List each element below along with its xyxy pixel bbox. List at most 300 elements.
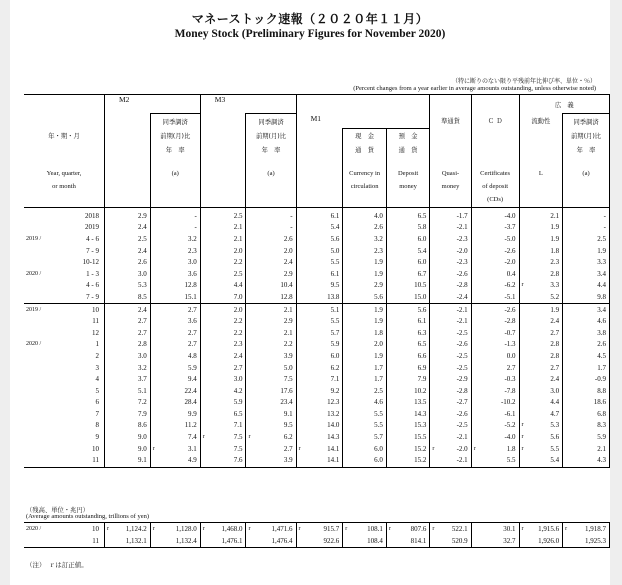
m2-revised-mark <box>105 351 114 363</box>
avg-label-english: (Average amounts outstanding, trillions of yen) <box>26 513 149 520</box>
deposit-header-en-1: Deposit <box>386 167 430 180</box>
quasi-value: -2.6 <box>456 409 468 418</box>
l-revised-mark <box>519 385 528 397</box>
growth-row <box>24 397 610 409</box>
period-group <box>24 257 59 269</box>
title-japanese: マネーストック速報（２０２０年１１月） <box>191 12 429 26</box>
deposit-header-ja-2: 通 貨 <box>386 143 430 157</box>
l-value: 2.1 <box>550 211 560 220</box>
period-group <box>24 455 59 467</box>
cash-value: 1.7 <box>374 375 383 384</box>
m2a-value: 2.3 <box>188 246 197 255</box>
l-revised-mark <box>519 535 528 548</box>
quasi-value: -2.6 <box>456 340 468 349</box>
m2a-value: 12.8 <box>184 281 197 290</box>
period-label: 10-12 <box>82 258 99 267</box>
l-same-basis-2: 前期(月)比 <box>563 128 610 143</box>
m2-revised-mark <box>105 327 114 339</box>
la-revised-mark <box>563 268 572 280</box>
quasi-revised-mark <box>430 222 439 234</box>
la-revised-mark <box>563 420 572 432</box>
m2-value: 2.8 <box>137 340 147 349</box>
m3a-revised-mark <box>246 397 255 409</box>
m2a-revised-mark <box>150 397 159 409</box>
cd-revised-mark <box>471 374 480 386</box>
m3a-value: 7.5 <box>283 375 293 384</box>
m2a-revised-mark <box>150 280 159 292</box>
period-header-en-1: Year, quarter, <box>46 169 82 177</box>
m3a-revised-mark <box>246 316 255 328</box>
m2a-revised-mark <box>150 535 159 548</box>
quasi-revised-mark <box>430 257 439 269</box>
l-revised-mark <box>519 409 528 421</box>
l-value: 5.6 <box>550 433 560 442</box>
m3a-revised-mark <box>246 385 255 397</box>
m1-value: 9.2 <box>330 386 340 395</box>
quasi-value: 522.1 <box>439 523 472 536</box>
cd-value: -2.0 <box>504 258 516 267</box>
quasi-value: -2.1 <box>439 455 472 467</box>
m2-header: M2 <box>105 95 201 114</box>
m2a-value: - <box>194 211 197 220</box>
m3a-value: 1,471.6 <box>255 523 296 536</box>
dep-value: 15.3 <box>414 421 427 430</box>
la-revised-mark <box>563 211 572 223</box>
m2-revised-mark <box>105 535 114 548</box>
l-revised-mark <box>519 455 528 467</box>
cd-header-en-3: (CDs) <box>471 193 519 208</box>
la-revised-mark <box>563 351 572 363</box>
m3-revised-mark <box>200 280 209 292</box>
l-value: 4.7 <box>550 409 560 418</box>
dep-value: 10.5 <box>414 281 427 290</box>
m2-value: 2.6 <box>137 258 147 267</box>
cd-revised-mark <box>471 409 480 421</box>
la-value: 1,925.3 <box>571 535 609 548</box>
m1-value: 12.3 <box>327 398 340 407</box>
l-value: 5.4 <box>528 455 563 467</box>
la-value: 18.6 <box>571 397 609 409</box>
la-value: 4.5 <box>571 351 609 363</box>
quasi-value: -2.5 <box>456 351 468 360</box>
footnote: （注） ｒは訂正値。 <box>26 561 88 569</box>
quasi-value: -2.1 <box>456 223 468 232</box>
m1-revised-mark <box>296 234 305 246</box>
m3-revised-mark <box>200 316 209 328</box>
m3a-revised-mark <box>246 409 255 421</box>
m1-value: 5.7 <box>330 328 340 337</box>
title-english: Money Stock (Preliminary Figures for November 2020) <box>174 28 446 40</box>
m1-value: 5.0 <box>330 246 340 255</box>
m3a-value: 2.1 <box>283 328 293 337</box>
cash-value: 1.8 <box>374 328 383 337</box>
cd-revised-mark <box>471 257 480 269</box>
units-note-english: (Percent changes from a year earlier in average amounts outstanding, unless otherwise noted) <box>353 85 596 92</box>
l-revised-mark <box>519 257 528 269</box>
m3-a-label: (a) <box>246 167 296 180</box>
m3-value: 6.5 <box>233 409 243 418</box>
m2-revised-mark <box>105 385 114 397</box>
period-label: 11 <box>92 317 99 326</box>
outstanding-row <box>24 523 610 536</box>
m3a-value: 6.2 <box>283 433 293 442</box>
m2-revised-mark <box>105 397 114 409</box>
dep-value: 5.6 <box>393 304 430 316</box>
m2-revised-mark <box>105 268 114 280</box>
m2-a-label: (a) <box>150 167 200 180</box>
quasi-value: -2.5 <box>456 328 468 337</box>
cd-value: -2.8 <box>504 317 516 326</box>
la-value: 1.7 <box>571 362 609 374</box>
dep-value: 807.6 <box>393 523 430 536</box>
quasi-revised-mark <box>430 374 439 386</box>
m3-revised-mark <box>200 351 209 363</box>
m3a-value: 2.4 <box>283 258 293 267</box>
m2a-value: 9.4 <box>188 375 197 384</box>
m1-revised-mark <box>296 397 305 409</box>
m2a-revised-mark <box>150 432 159 444</box>
quasi-revised-mark <box>430 234 439 246</box>
period-group: 2019 / <box>24 304 59 316</box>
m1-value: 14.1 <box>327 444 340 453</box>
m2-revised-mark <box>105 292 114 304</box>
cash-value: 4.0 <box>374 211 383 220</box>
growth-row <box>24 362 610 374</box>
l-value: 2.4 <box>550 317 560 326</box>
dep-value: 6.7 <box>417 269 427 278</box>
m3-value: 7.5 <box>233 444 243 453</box>
l-value: 3.3 <box>550 281 560 290</box>
m1-revised-mark: r <box>296 523 305 536</box>
m3-value: 2.0 <box>233 246 243 255</box>
m2-revised-mark <box>105 374 114 386</box>
deposit-header-en-2: money <box>386 180 430 193</box>
growth-row <box>24 339 610 351</box>
m2-value: 2.7 <box>137 317 147 326</box>
la-value: - <box>571 211 609 223</box>
l-a-label: (a) <box>563 167 610 180</box>
growth-row <box>24 432 610 444</box>
m3-revised-mark <box>200 385 209 397</box>
m2a-value: 4.9 <box>159 455 200 467</box>
cd-revised-mark <box>471 304 480 316</box>
quasi-revised-mark <box>430 535 439 548</box>
quasi-revised-mark <box>430 362 439 374</box>
l-revised-mark <box>519 316 528 328</box>
m3a-revised-mark <box>246 420 255 432</box>
m3-revised-mark <box>200 222 209 234</box>
l-value: 2.4 <box>550 375 560 384</box>
m2a-revised-mark <box>150 222 159 234</box>
m3-value: 2.1 <box>233 234 243 243</box>
m3-value: 4.2 <box>233 386 243 395</box>
m2a-value: 5.9 <box>188 363 197 372</box>
l-same-basis-3: 年 率 <box>563 143 610 157</box>
quasi-value: -2.5 <box>456 421 468 430</box>
cash-value: 5.7 <box>374 433 383 442</box>
m3a-revised-mark <box>246 234 255 246</box>
period-label: 2018 <box>85 211 99 220</box>
m1-revised-mark <box>296 222 305 234</box>
m3-revised-mark <box>200 245 209 257</box>
m3a-value: 3.9 <box>283 351 293 360</box>
m2-revised-mark <box>105 257 114 269</box>
m3-revised-mark <box>200 409 209 421</box>
m3a-value: 23.4 <box>280 398 293 407</box>
m2-value: 9.1 <box>113 455 150 467</box>
m2a-revised-mark <box>150 351 159 363</box>
cd-value: -6.1 <box>504 409 516 418</box>
cd-revised-mark <box>471 268 480 280</box>
cd-revised-mark <box>471 432 480 444</box>
l-value: 2.3 <box>550 258 560 267</box>
growth-row <box>24 257 610 269</box>
m3-revised-mark <box>200 327 209 339</box>
cd-value: 32.7 <box>480 535 519 548</box>
period-group <box>24 420 59 432</box>
growth-row <box>24 374 610 386</box>
m1-value: 6.1 <box>330 211 340 220</box>
dep-value: 6.6 <box>417 351 427 360</box>
m1-value: 922.6 <box>305 535 343 548</box>
quasi-revised-mark <box>430 385 439 397</box>
m2a-value: 3.1 <box>188 444 197 453</box>
m2-revised-mark <box>105 304 114 316</box>
m2a-revised-mark <box>150 362 159 374</box>
m3-value: 2.2 <box>233 328 243 337</box>
cd-revised-mark <box>471 351 480 363</box>
m3a-revised-mark: r <box>246 523 255 536</box>
cd-value: -2.6 <box>480 304 519 316</box>
dep-value: 814.1 <box>393 535 430 548</box>
m2a-value: 3.2 <box>188 234 197 243</box>
la-value: - <box>571 222 609 234</box>
m1-revised-mark <box>296 374 305 386</box>
m3a-value: 2.7 <box>283 444 293 453</box>
l-revised-mark <box>519 397 528 409</box>
m3a-revised-mark <box>246 455 255 467</box>
quasi-value: -2.8 <box>456 281 468 290</box>
cash-value: 1.9 <box>374 269 383 278</box>
cd-revised-mark <box>471 245 480 257</box>
m1-value: 9.5 <box>330 281 340 290</box>
cd-value: 2.7 <box>506 363 516 372</box>
period-group <box>24 535 59 548</box>
l-value: 5.3 <box>550 421 560 430</box>
m2-value: 2.9 <box>137 211 147 220</box>
m2-revised-mark <box>105 432 114 444</box>
m1-revised-mark <box>296 420 305 432</box>
cash-value: 5.6 <box>374 292 383 301</box>
m2a-value: 3.0 <box>188 258 197 267</box>
quasi-value: -2.1 <box>456 317 468 326</box>
m1-value: 6.2 <box>330 363 340 372</box>
m2-revised-mark <box>105 222 114 234</box>
quasi-revised-mark <box>430 397 439 409</box>
dep-value: 13.5 <box>414 398 427 407</box>
cash-value: 3.2 <box>374 234 383 243</box>
m2-value: 7.2 <box>137 398 147 407</box>
la-value: 4.4 <box>571 280 609 292</box>
m3-revised-mark <box>200 257 209 269</box>
m2a-revised-mark <box>150 374 159 386</box>
m1-revised-mark <box>296 316 305 328</box>
m3-value: 2.7 <box>233 363 243 372</box>
la-revised-mark <box>563 280 572 292</box>
cd-value: -4.0 <box>504 211 516 220</box>
l-revised-mark <box>519 339 528 351</box>
m3a-value: 2.1 <box>255 304 296 316</box>
cash-value: 5.5 <box>374 421 383 430</box>
m2a-revised-mark <box>150 304 159 316</box>
m2a-value: 2.7 <box>188 328 197 337</box>
l-revised-mark: r <box>519 443 528 455</box>
m2-value: 5.1 <box>137 386 147 395</box>
period-group <box>24 211 59 223</box>
m1-revised-mark <box>296 385 305 397</box>
m2-value: 7.9 <box>137 409 147 418</box>
m3a-revised-mark <box>246 443 255 455</box>
m2a-revised-mark <box>150 316 159 328</box>
growth-row <box>24 409 610 421</box>
period-group <box>24 443 59 455</box>
m1-value: 13.8 <box>327 292 340 301</box>
period-group: 2020 / <box>26 341 42 348</box>
quasi-revised-mark <box>430 327 439 339</box>
cd-revised-mark <box>471 385 480 397</box>
m3a-revised-mark <box>246 351 255 363</box>
m3-value: 7.5 <box>233 433 243 442</box>
period-group <box>24 432 59 444</box>
dep-value: 14.3 <box>414 409 427 418</box>
cd-value: -7.8 <box>504 386 516 395</box>
growth-row <box>24 268 610 280</box>
m1-revised-mark <box>296 257 305 269</box>
la-revised-mark <box>563 292 572 304</box>
m2a-revised-mark <box>150 245 159 257</box>
m3-revised-mark: r <box>200 432 209 444</box>
quasi-value: -2.1 <box>439 304 472 316</box>
m1-value: 6.1 <box>330 269 340 278</box>
m3-value: 2.0 <box>209 304 246 316</box>
m1-header: M1 <box>296 114 343 129</box>
l-value: 2.7 <box>550 363 560 372</box>
m3a-value: 2.2 <box>283 340 293 349</box>
m3-value: 7.0 <box>233 292 243 301</box>
dep-value: 15.0 <box>414 292 427 301</box>
l-revised-mark <box>519 374 528 386</box>
cd-value: 5.5 <box>480 455 519 467</box>
m1-revised-mark <box>296 245 305 257</box>
m1-value: 5.5 <box>330 258 340 267</box>
l-header-ja-2: 流動性 <box>519 114 563 129</box>
period-group <box>24 316 59 328</box>
period-group <box>24 222 59 234</box>
m2a-revised-mark <box>150 211 159 223</box>
period-label: 1 - 3 <box>86 269 99 278</box>
la-value: 3.4 <box>571 304 609 316</box>
amounts-outstanding-table <box>24 522 610 548</box>
period-group <box>24 245 59 257</box>
period-group <box>24 397 59 409</box>
period-label: 4 <box>95 375 99 384</box>
quasi-revised-mark <box>430 339 439 351</box>
quasi-revised-mark <box>430 351 439 363</box>
m2a-revised-mark <box>150 257 159 269</box>
m3a-revised-mark <box>246 374 255 386</box>
cd-revised-mark <box>471 316 480 328</box>
cd-revised-mark <box>471 362 480 374</box>
l-revised-mark <box>519 234 528 246</box>
m1-value: 14.1 <box>305 455 343 467</box>
m1-revised-mark <box>296 327 305 339</box>
m3a-revised-mark <box>246 268 255 280</box>
m2-same-basis-1: 同季調済 <box>150 114 200 129</box>
cash-value: 2.6 <box>374 223 383 232</box>
m3a-value: 2.9 <box>283 317 293 326</box>
cd-value: 0.4 <box>506 269 516 278</box>
cd-revised-mark <box>471 523 480 536</box>
m3-revised-mark <box>200 234 209 246</box>
m2-revised-mark <box>105 245 114 257</box>
quasi-value: -2.7 <box>456 398 468 407</box>
m3a-revised-mark <box>246 292 255 304</box>
dep-value: 6.5 <box>417 211 427 220</box>
m3a-revised-mark <box>246 304 255 316</box>
cash-revised-mark: r <box>343 523 350 536</box>
m3-value: 3.0 <box>233 375 243 384</box>
quasi-revised-mark <box>430 268 439 280</box>
outstanding-row <box>24 535 610 548</box>
quasi-revised-mark: r <box>430 443 439 455</box>
cd-value: -1.3 <box>504 340 516 349</box>
dep-value: 6.0 <box>417 234 427 243</box>
m2-revised-mark <box>105 339 114 351</box>
m3a-value: 3.9 <box>255 455 296 467</box>
cd-value: 0.0 <box>506 351 516 360</box>
m2a-revised-mark <box>150 292 159 304</box>
dep-revised-mark: r <box>386 523 393 536</box>
m2-same-basis-2: 前期(月)比 <box>150 128 200 143</box>
m2a-revised-mark <box>150 455 159 467</box>
cash-value: 1.9 <box>349 304 386 316</box>
cash-value: 2.0 <box>374 340 383 349</box>
m3a-revised-mark <box>246 211 255 223</box>
m2-value: 2.7 <box>137 328 147 337</box>
la-value: 4.6 <box>571 316 609 328</box>
growth-row <box>24 292 610 304</box>
m1-value: 915.7 <box>305 523 343 536</box>
cd-revised-mark <box>471 535 480 548</box>
m1-revised-mark <box>296 362 305 374</box>
m1-revised-mark <box>296 292 305 304</box>
quasi-revised-mark: r <box>430 523 439 536</box>
m2-value: 8.5 <box>137 292 147 301</box>
dep-value: 6.5 <box>417 340 427 349</box>
period-group: 2020 / <box>24 523 59 536</box>
l-value: 2.8 <box>550 351 560 360</box>
period-label: 4 - 6 <box>86 234 99 243</box>
m2a-value: 28.4 <box>184 398 197 407</box>
m3-value: 2.3 <box>233 340 243 349</box>
m1-revised-mark: r <box>296 443 305 455</box>
m2-revised-mark <box>105 234 114 246</box>
quasi-revised-mark <box>430 304 439 316</box>
m2-value: 3.2 <box>137 363 147 372</box>
quasi-revised-mark <box>430 455 439 467</box>
cd-value: -5.1 <box>504 292 516 301</box>
cash-header-ja-2: 通 貨 <box>343 143 387 157</box>
